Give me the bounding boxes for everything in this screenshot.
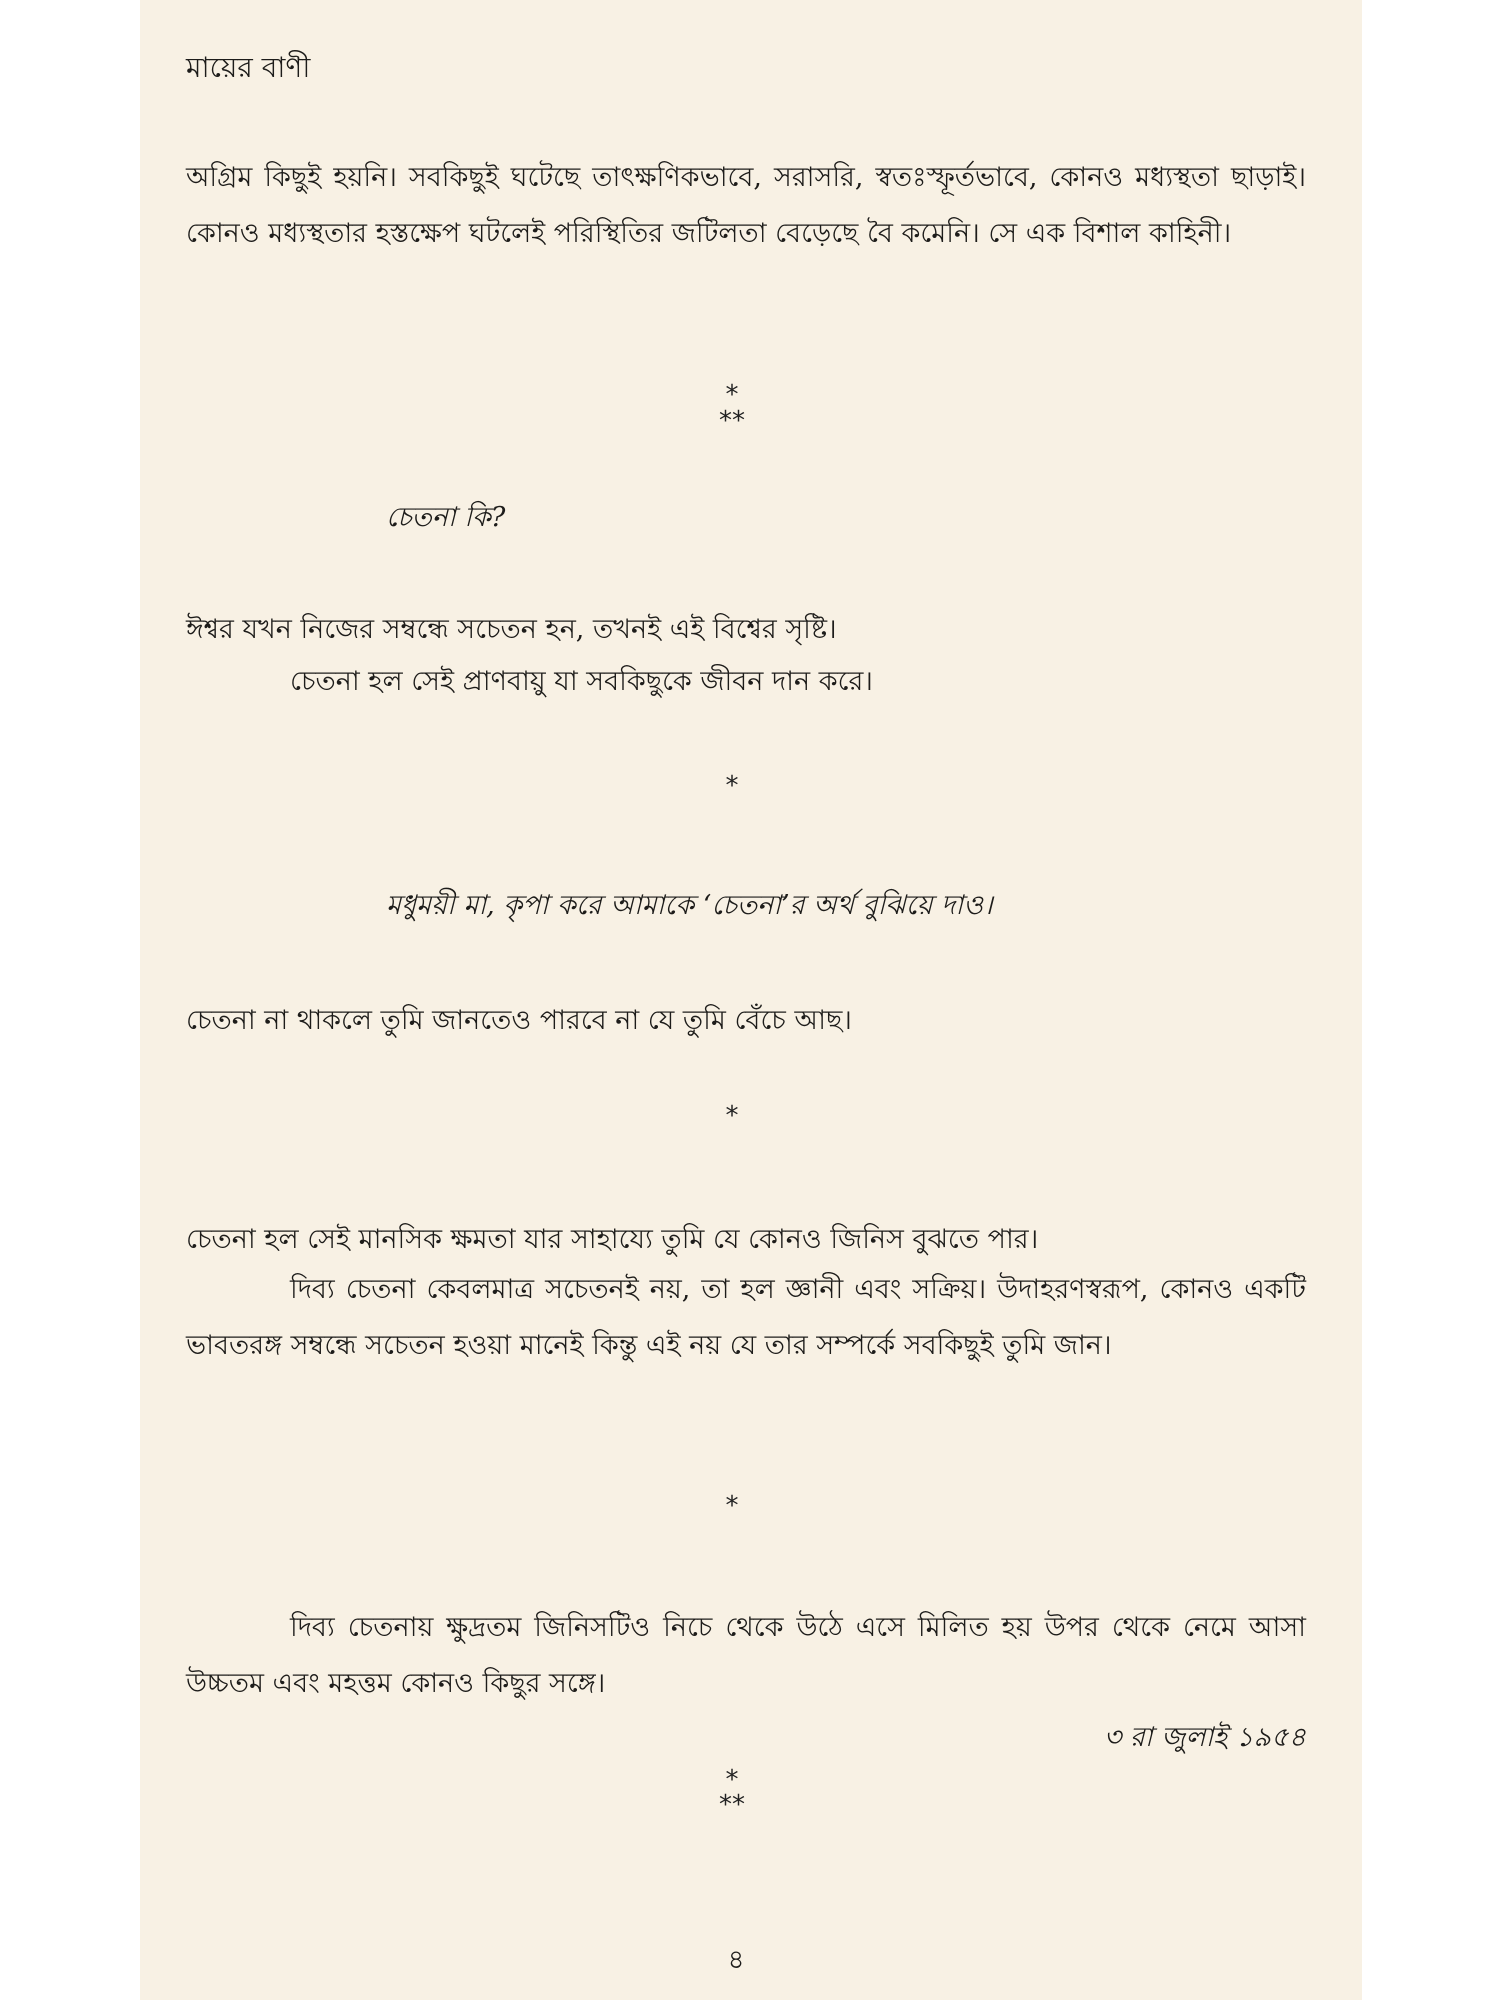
separator-star-bottom: * — [725, 1765, 739, 1795]
answer-line-life-breath: চেতনা হল সেই প্রাণবায়ু যা সবকিছুকে জীবন দান করে। — [290, 666, 873, 697]
separator-double-star: ** — [719, 406, 745, 436]
page-number: ৪ — [727, 1945, 745, 1975]
question-what-is-consciousness: চেতনা কি? — [386, 502, 506, 533]
answer-line-creation: ঈশ্বর যখন নিজের সম্বন্ধে সচেতন হন, তখনই এই বিশ্বের সৃষ্টি। — [186, 614, 837, 645]
date-line: ৩ রা জুলাই ১৯৫৪ — [1103, 1722, 1306, 1753]
separator-star: * — [725, 1101, 739, 1131]
question-meaning-of-consciousness: মধুময়ী মা, কৃপা করে আমাকে ‘চেতনা’র অর্থ বুঝিয়ে দাও। — [386, 890, 993, 921]
separator-star: * — [725, 1491, 739, 1521]
paragraph-divine-consciousness: দিব্য চেতনা কেবলমাত্র সচেতনই নয়, তা হল জ্ঞানী এবং সক্রিয়। উদাহরণস্বরূপ, কোনও একটি ভাবতরঙ্গ সম্বন্ধে সচেতন হওয়া মানেই কিন্তু এই নয় যে তার সম্পর্কে সবকিছুই তুমি জান। — [186, 1274, 1306, 1361]
paragraph-intro: অগ্রিম কিছুই হয়নি। সবকিছুই ঘটেছে তাৎক্ষণিকভাবে, সরাসরি, স্বতঃস্ফূর্তভাবে, কোনও মধ্যস্থতা ছাড়াই। কোনও মধ্যস্থতার হস্তক্ষেপ ঘটলেই পরিস্থিতির জটিলতা বেড়েছে বৈ কমেনি। সে এক বিশাল কাহিনী। — [186, 162, 1306, 249]
running-title: মায়ের বাণী — [186, 51, 311, 84]
separator-star-top: * — [725, 380, 739, 410]
separator-star: * — [725, 771, 739, 801]
separator-double-star-bottom: ** — [719, 1790, 745, 1820]
answer-aware-alive: চেতনা না থাকলে তুমি জানতেও পারবে না যে তুমি বেঁচে আছ। — [186, 1005, 852, 1036]
book-page — [140, 0, 1362, 2000]
paragraph-smallest-meets-highest: দিব্য চেতনায় ক্ষুদ্রতম জিনিসটিও নিচে থেকে উঠে এসে মিলিত হয় উপর থেকে নেমে আসা উচ্চতম এবং মহত্তম কোনও কিছুর সঙ্গে। — [186, 1612, 1306, 1699]
answer-mental-faculty: চেতনা হল সেই মানসিক ক্ষমতা যার সাহায্যে তুমি যে কোনও জিনিস বুঝতে পার। — [186, 1224, 1039, 1255]
